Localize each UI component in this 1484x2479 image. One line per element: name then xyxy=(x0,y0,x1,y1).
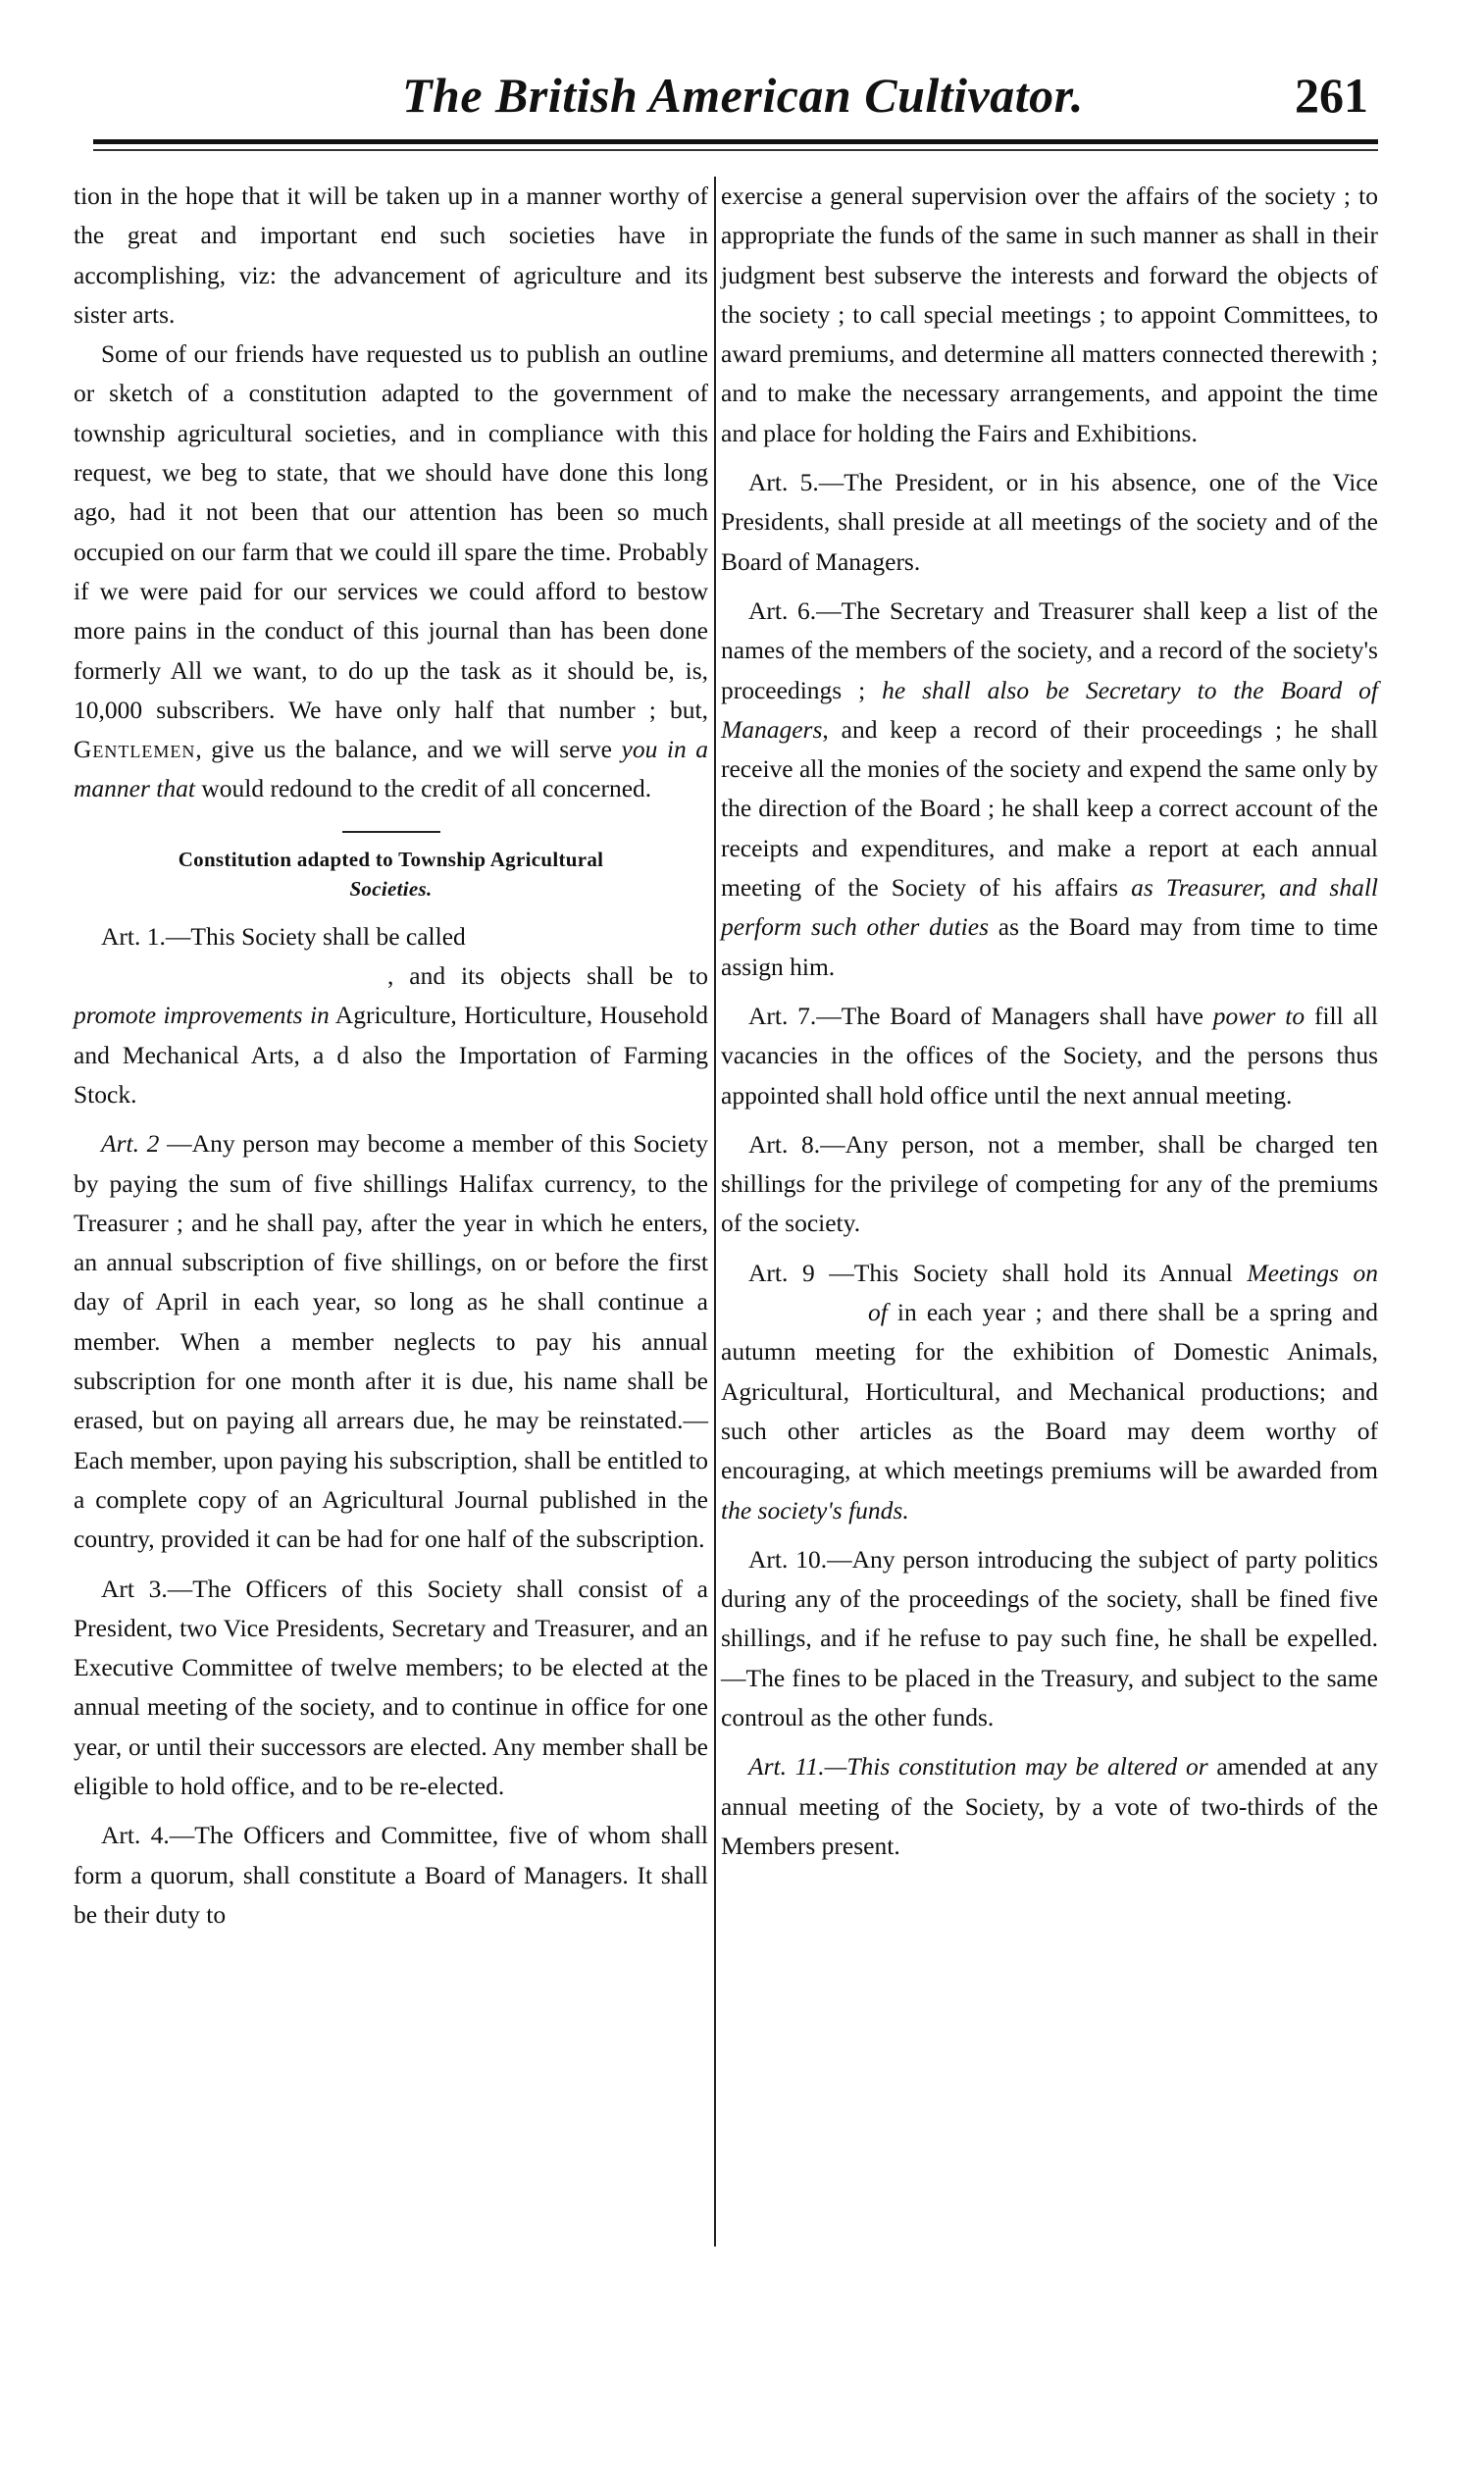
article-4: Art. 4.—The Officers and Committee, five of whom shall form a quorum, shall constitute a Board of Managers. It shall be their duty to xyxy=(74,1821,708,1929)
text-span: —Any person may become a member of this Society by paying the sum of five shillings Halifax currency, to the Treasurer ; and he shall pay, after the year in which he enters, an annual subscription of five shillings, on or before the first day of April in each year, so long as he shall continue a member. When a member neglects to pay his annual subscription for one month after it is due, his name shall be erased, but on paying all arrears due, he may be reinstated.—Each member, upon paying his subscription, shall be entitled to a complete copy of an Agricultural Journal published in the country, provided it can be had for one half of the subscription. xyxy=(74,1129,708,1554)
article-9 xyxy=(721,1254,1378,1530)
text-span: Art. 6.—The Secretary and Treasurer shall keep a list of the names of the members of the society, and a record of the society's proceedings ; xyxy=(721,595,1378,704)
text-span: Art. 7.—The Board of Managers shall have xyxy=(748,1001,1213,1030)
text-span: would redound to the credit of all concerned. xyxy=(194,774,652,803)
text-span: Some of our friends have requested us to publish an outline or sketch of a constitution adapted to the government of township agricultural societies, and in compliance with this request, we beg to state, that we should have done this long ago, had it not been that our attention has been so much occupied on our farm that we could ill spare the time. Probably if we were paid for our services we could afford to bestow more pains in the conduct of this journal than has been done formerly All we want, to do up the task as it should be, is, 10,000 subscribers. We have only half that number ; but, xyxy=(74,339,708,724)
header-rule-thin xyxy=(93,149,1378,151)
italic-span: promote improvements in xyxy=(74,1001,330,1030)
italic-span: —This constitution may be altered or xyxy=(824,1752,1208,1782)
text-span: , and keep a record of their proceedings ; he shall receive all the monies of the society and expend the same only by the direction of the Board ; he shall keep a correct account of the receipts and expenditures, and make a report at each annual meeting of the Society of his affairs xyxy=(721,714,1378,903)
italic-span: power to xyxy=(1212,1001,1305,1030)
gentlemen-smallcaps: Gentlemen xyxy=(74,735,196,764)
article-3: Art 3.—The Officers of this Society shall consist of a President, two Vice Presidents, Secretary and Treasurer, and an Executive Committee of twelve members; to be elected at the annual meeting of the society, and to continue in office for one year, or until their successors are elected. Any member shall be eligible to hold office, and to be re-elected. xyxy=(74,1574,708,1800)
italic-span: the society's funds. xyxy=(721,1495,909,1524)
column-divider xyxy=(714,177,716,2247)
text-span: amended at any annual meeting of the Society, by a vote of two-thirds of the Members present. xyxy=(721,1752,1378,1860)
section-divider xyxy=(342,831,440,833)
text-span: , give us the balance, and we will serve xyxy=(195,735,622,764)
italic-span: he shall also be Secretary to the Board of Managers xyxy=(721,675,1378,744)
article-1 xyxy=(74,917,708,1114)
text-span: in each year ; and there shall be a spring and autumn meeting for the exhibition of Domestic Animals, Agricultural, Horticultural, and Mechanical productions; and such other articles as the Board may deem worthy of encouraging, at which meetings premiums will be awarded from xyxy=(721,1298,1378,1485)
paragraph-continued: tion in the hope that it will be taken up in a manner worthy of the great and important end such societies have in accomplishing, viz: the advancement of agriculture and its sister arts. xyxy=(74,181,708,329)
text-span: , and its objects shall be to xyxy=(387,961,708,991)
article-4-continued: exercise a general supervision over the affairs of the society ; to appropriate the funds of the same in such manner as shall in their judgment best subserve the interests and forward the objects of the society ; to call special meetings ; to appoint Committees, to award premiums, and determine all matters connected therewith ; and to make the necessary arrangements, and appoint the time and place for holding the Fairs and Exhibitions. xyxy=(721,181,1378,447)
article-5: Art. 5.—The President, or in his absence, one of the Vice Presidents, shall preside at all meetings of the society and of the Board of Managers. xyxy=(721,468,1378,576)
constitution-heading xyxy=(74,845,708,904)
article-10: Art. 10.—Any person introducing the subject of party politics during any of the proceedings of the society, shall be fined five shillings, and if he refuse to pay such fine, he shall be expelled.—The fines to be placed in the Treasury, and subject to the same controul as the other funds. xyxy=(721,1544,1378,1731)
italic-span: Meetings on xyxy=(1247,1258,1378,1287)
article-7 xyxy=(721,997,1378,1115)
article-8: Art. 8.—Any person, not a member, shall be charged ten shillings for the privilege of competing for any of the premiums of the society. xyxy=(721,1129,1378,1238)
right-column xyxy=(721,177,1378,1866)
italic-span: as Treasurer, and shall perform such other duties xyxy=(721,873,1379,942)
article-2-label: Art. 2 xyxy=(101,1129,160,1159)
article-6 xyxy=(721,592,1378,987)
heading-line-2: Societies. xyxy=(349,876,433,901)
page-number: 261 xyxy=(1295,68,1368,123)
article-2 xyxy=(74,1124,708,1559)
left-column xyxy=(74,177,708,1935)
italic-span: you in a manner that xyxy=(74,735,709,803)
heading-line-1: Constitution adapted to Township Agricultural xyxy=(178,847,604,871)
text-span: Art. 9 —This Society shall hold its Annual xyxy=(748,1258,1248,1287)
paragraph-constitution-request xyxy=(74,335,708,809)
text-span: as the Board may from time to time assign him. xyxy=(721,912,1378,981)
article-11-label: Art. 11. xyxy=(748,1752,825,1782)
text-span: Agriculture, Horticulture, Household and Mechanical Arts, a d also the Importation of Farming Stock. xyxy=(74,1001,708,1109)
text-span: Art. 1.—This Society shall be called xyxy=(101,921,466,951)
header-rule-thick xyxy=(93,139,1378,144)
text-span: fill all vacancies in the offices of the Society, and the persons thus appointed shall hold office until the next annual meeting. xyxy=(721,1001,1378,1110)
italic-span: of xyxy=(868,1298,888,1327)
article-11 xyxy=(721,1747,1378,1866)
page-header xyxy=(93,67,1388,135)
running-title: The British American Cultivator. xyxy=(402,68,1084,123)
